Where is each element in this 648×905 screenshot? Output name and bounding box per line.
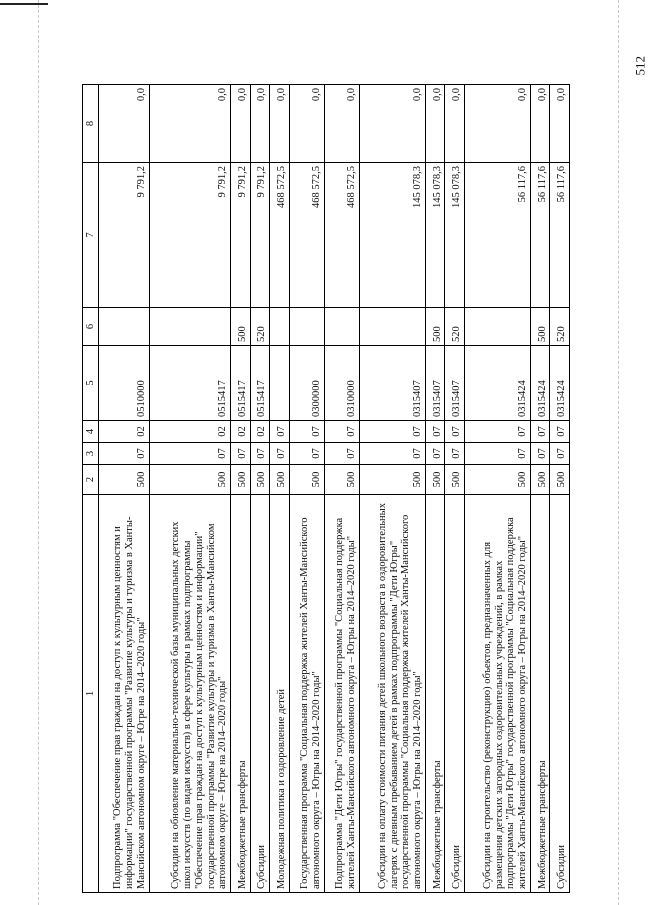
subsection-cell: 02: [250, 421, 270, 443]
subsection-cell: 07: [445, 421, 465, 443]
header-cell: 8: [83, 85, 99, 163]
subsection-cell: 02: [149, 421, 231, 443]
subsection-cell: 02: [231, 421, 251, 443]
scan-edge-left: [38, 0, 39, 905]
target-item-cell: 0315407: [445, 346, 465, 421]
amount2-cell: 0,0: [289, 85, 324, 163]
code-cell: 500: [99, 465, 150, 495]
table-row: [445, 85, 465, 893]
target-item-cell: 0310000: [324, 346, 359, 421]
code-cell: 500: [464, 465, 530, 495]
target-item-cell: 0300000: [289, 346, 324, 421]
name-cell: Межбюджетные трансферты: [530, 495, 550, 893]
amount2-cell: 0,0: [270, 85, 290, 163]
table-row: [250, 85, 270, 893]
subsection-cell: 07: [289, 421, 324, 443]
name-cell: Субсидии на обновление материально-технической базы муниципальных детских школ искусств (по видам искусств) в сфере культуры в рамках подпрограммы "Обеспечение прав граждан на доступ к культурным ценностям и информации" государственной программы "Развитие культуры и туризма в Ханты-Мансийском автономном округе – Югре на 2014–2020 годы": [149, 495, 231, 893]
amount-cell: 56 117,6: [550, 163, 570, 308]
table-row: [359, 85, 425, 893]
rotated-table-container: [82, 85, 570, 893]
expense-type-cell: [324, 308, 359, 346]
code-cell: 500: [270, 465, 290, 495]
section-cell: 07: [289, 443, 324, 465]
code-cell: 500: [425, 465, 445, 495]
amount2-cell: 0,0: [231, 85, 251, 163]
name-cell: Межбюджетные трансферты: [231, 495, 251, 893]
subsection-cell: 07: [464, 421, 530, 443]
amount-cell: 56 117,6: [464, 163, 530, 308]
section-cell: 07: [425, 443, 445, 465]
section-cell: 07: [231, 443, 251, 465]
subsection-cell: 07: [359, 421, 425, 443]
amount2-cell: 0,0: [425, 85, 445, 163]
amount2-cell: 0,0: [149, 85, 231, 163]
amount2-cell: 0,0: [445, 85, 465, 163]
table-row: [99, 85, 150, 893]
code-cell: 500: [550, 465, 570, 495]
section-cell: 07: [250, 443, 270, 465]
code-cell: 500: [289, 465, 324, 495]
section-cell: 07: [445, 443, 465, 465]
target-item-cell: 0315424: [550, 346, 570, 421]
expense-type-cell: 500: [231, 308, 251, 346]
amount2-cell: 0,0: [359, 85, 425, 163]
subsection-cell: 07: [324, 421, 359, 443]
amount-cell: 145 078,3: [445, 163, 465, 308]
target-item-cell: 0515417: [231, 346, 251, 421]
subsection-cell: 02: [99, 421, 150, 443]
amount2-cell: 0,0: [464, 85, 530, 163]
section-cell: 07: [359, 443, 425, 465]
target-item-cell: 0510000: [99, 346, 150, 421]
table-body: [99, 85, 570, 893]
subsection-cell: 07: [425, 421, 445, 443]
name-cell: Подпрограмма "Обеспечение прав граждан на доступ к культурным ценностям и информации" государственной программы "Развитие культуры и туризма в Ханты-Мансийском автономном округе – Югре на 2014–2020 годы": [99, 495, 150, 893]
section-cell: 07: [149, 443, 231, 465]
section-cell: 07: [530, 443, 550, 465]
name-cell: Государственная программа "Социальная поддержка жителей Ханты-Мансийского автономного округа – Югры на 2014–2020 годы": [289, 495, 324, 893]
expense-type-cell: [149, 308, 231, 346]
subsection-cell: 07: [550, 421, 570, 443]
expense-type-cell: 520: [445, 308, 465, 346]
amount-cell: 9 791,2: [149, 163, 231, 308]
section-cell: 07: [464, 443, 530, 465]
name-cell: Межбюджетные трансферты: [425, 495, 445, 893]
header-cell: 1: [83, 495, 99, 893]
top-rule: [0, 3, 48, 5]
header-cell: 5: [83, 346, 99, 421]
table-row: [289, 85, 324, 893]
name-cell: Субсидии: [550, 495, 570, 893]
section-cell: 07: [270, 443, 290, 465]
amount-cell: 145 078,3: [425, 163, 445, 308]
amount-cell: 145 078,3: [359, 163, 425, 308]
subsection-cell: 07: [270, 421, 290, 443]
target-item-cell: [270, 346, 290, 421]
header-cell: 6: [83, 308, 99, 346]
code-cell: 500: [445, 465, 465, 495]
code-cell: 500: [149, 465, 231, 495]
amount-cell: 56 117,6: [530, 163, 550, 308]
code-cell: 500: [530, 465, 550, 495]
amount2-cell: 0,0: [99, 85, 150, 163]
target-item-cell: 0315407: [425, 346, 445, 421]
amount2-cell: 0,0: [250, 85, 270, 163]
header-cell: 4: [83, 421, 99, 443]
amount-cell: 9 791,2: [231, 163, 251, 308]
target-item-cell: 0315407: [359, 346, 425, 421]
table-row: [464, 85, 530, 893]
table-row: [231, 85, 251, 893]
amount-cell: 468 572,5: [289, 163, 324, 308]
header-cell: 7: [83, 163, 99, 308]
amount-cell: 9 791,2: [250, 163, 270, 308]
table-row: [550, 85, 570, 893]
table-row: [270, 85, 290, 893]
table-row: [324, 85, 359, 893]
table-row: [425, 85, 445, 893]
table-row: [530, 85, 550, 893]
target-item-cell: 0515417: [250, 346, 270, 421]
expense-type-cell: [270, 308, 290, 346]
subsection-cell: 07: [530, 421, 550, 443]
expense-type-cell: [99, 308, 150, 346]
code-cell: 500: [231, 465, 251, 495]
amount-cell: 468 572,5: [270, 163, 290, 308]
name-cell: Субсидии на строительство (реконструкцию) объектов, предназначенных для размещения детских загородных оздоровительных учреждений, в рамках подпрограммы "Дети Югры" государственной программы "Социальная поддержка жителей Ханты-Мансийского автономного округа – Югры на 2014–2020 годы": [464, 495, 530, 893]
name-cell: Субсидии: [445, 495, 465, 893]
code-cell: 500: [359, 465, 425, 495]
expense-type-cell: 520: [250, 308, 270, 346]
target-item-cell: 0315424: [464, 346, 530, 421]
expense-type-cell: [464, 308, 530, 346]
name-cell: Субсидии: [250, 495, 270, 893]
target-item-cell: 0315424: [530, 346, 550, 421]
expense-type-cell: 500: [530, 308, 550, 346]
amount2-cell: 0,0: [530, 85, 550, 163]
target-item-cell: 0515417: [149, 346, 231, 421]
expense-type-cell: [359, 308, 425, 346]
table-row: [149, 85, 231, 893]
expense-type-cell: 500: [425, 308, 445, 346]
budget-table: [82, 84, 570, 893]
code-cell: 500: [250, 465, 270, 495]
section-cell: 07: [550, 443, 570, 465]
expense-type-cell: 520: [550, 308, 570, 346]
page-number: 512: [632, 56, 647, 76]
name-cell: Подпрограмма "Дети Югры" государственной программы "Социальная поддержка жителей Ханты-Мансийского автономного округа – Югры на 2014–2020 годы": [324, 495, 359, 893]
header-row: [83, 85, 99, 893]
header-cell: 3: [83, 443, 99, 465]
amount-cell: 9 791,2: [99, 163, 150, 308]
section-cell: 07: [324, 443, 359, 465]
amount-cell: 468 572,5: [324, 163, 359, 308]
scan-edge-right: [618, 0, 619, 905]
expense-type-cell: [289, 308, 324, 346]
code-cell: 500: [324, 465, 359, 495]
section-cell: 07: [99, 443, 150, 465]
amount2-cell: 0,0: [550, 85, 570, 163]
name-cell: Субсидии на оплату стоимости питания детей школьного возраста в оздоровительных лагерях с дневным пребыванием детей в рамках подпрограммы "Дети Югры" государственной программы "Социальная поддержка жителей Ханты-Мансийского автономного округа – Югры на 2014–2020 годы": [359, 495, 425, 893]
header-cell: 2: [83, 465, 99, 495]
amount2-cell: 0,0: [324, 85, 359, 163]
name-cell: Молодежная политика и оздоровление детей: [270, 495, 290, 893]
